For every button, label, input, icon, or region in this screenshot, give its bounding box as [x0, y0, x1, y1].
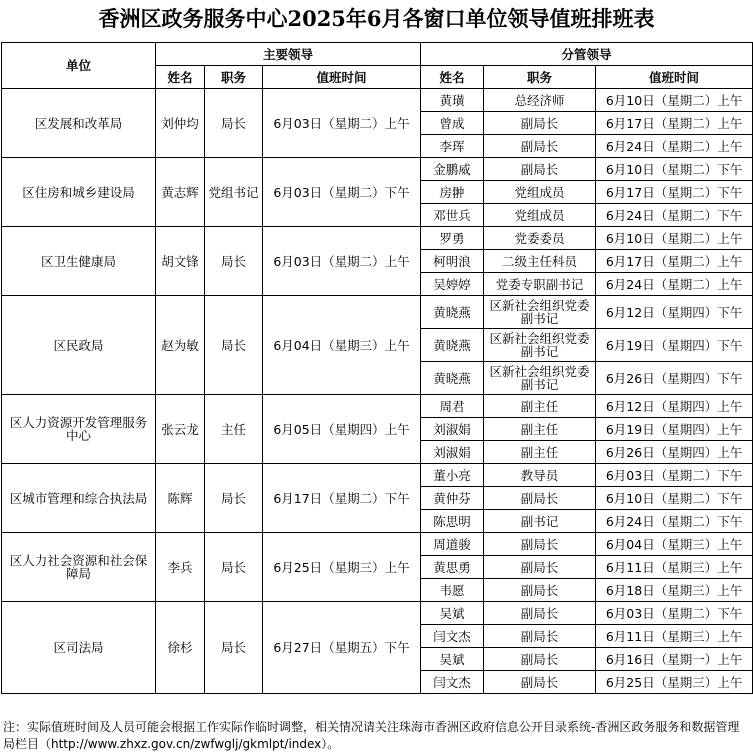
roster-body: [2, 89, 753, 694]
sub-leader-name: 闫文杰: [421, 625, 484, 648]
sub-leader-position: 总经济师: [484, 89, 596, 112]
header-unit: 单位: [2, 43, 156, 89]
sub-leader-position: 副书记: [484, 510, 596, 533]
table-row: [2, 395, 753, 418]
unit-cell: [2, 395, 156, 464]
header-sub-position: 职务: [484, 66, 596, 89]
sub-leader-name: 金鹏威: [421, 158, 484, 181]
sub-leader-time: 6月17日（星期二）上午: [596, 250, 753, 273]
sub-leader-time: 6月03日（星期二）下午: [596, 464, 753, 487]
sub-leader-name: 刘淑娟: [421, 441, 484, 464]
sub-leader-name: 黄仲芬: [421, 487, 484, 510]
header-sub-leader: 分管领导: [421, 43, 753, 66]
sub-leader-position: 区新社会组织党委副书记: [484, 329, 596, 362]
main-leader-position: 主任: [205, 395, 263, 464]
unit-name: 区司法局: [53, 640, 104, 655]
sub-leader-position: 副主任: [484, 418, 596, 441]
sub-leader-time: 6月12日（星期四）下午: [596, 296, 753, 329]
sub-leader-position: 区新社会组织党委副书记: [484, 362, 596, 395]
unit-name: 区人力社会资源和社会保障局: [9, 553, 148, 581]
main-leader-position: 局长: [205, 464, 263, 533]
main-leader-time: 6月03日（星期二）上午: [263, 227, 421, 296]
unit-cell: [2, 227, 156, 296]
main-leader-time: 6月27日（星期五）下午: [263, 602, 421, 694]
main-leader-position: 局长: [205, 602, 263, 694]
sub-leader-name: 罗勇: [421, 227, 484, 250]
main-leader-position: 局长: [205, 89, 263, 158]
header-main-position: 职务: [205, 66, 263, 89]
sub-leader-name: 韦愿: [421, 579, 484, 602]
sub-leader-time: 6月03日（星期二）下午: [596, 602, 753, 625]
main-leader-name: 陈辉: [156, 464, 205, 533]
sub-leader-name: 吴斌: [421, 602, 484, 625]
main-leader-time: 6月17日（星期二）下午: [263, 464, 421, 533]
sub-leader-position: 二级主任科员: [484, 250, 596, 273]
sub-leader-time: 6月10日（星期二）上午: [596, 227, 753, 250]
sub-leader-name: 黄晓燕: [421, 329, 484, 362]
sub-leader-position: 副局长: [484, 135, 596, 158]
sub-leader-position: 副主任: [484, 441, 596, 464]
main-leader-name: 李兵: [156, 533, 205, 602]
sub-leader-name: 吴斌: [421, 648, 484, 671]
main-leader-position: 局长: [205, 296, 263, 395]
main-leader-name: 张云龙: [156, 395, 205, 464]
sub-leader-name: 闫文杰: [421, 671, 484, 694]
main-leader-name: 赵为敏: [156, 296, 205, 395]
table-row: [2, 602, 753, 625]
footnote: 注：实际值班时间及人员可能会根据工作实际作临时调整，相关情况请关注珠海市香洲区政府信息公开目录系统-香洲区政务服务和数据管理局栏目（http://www.zhxz.gov.cn/zwfwglj/gkmlpt/index）。: [3, 720, 740, 751]
sub-leader-name: 柯明浪: [421, 250, 484, 273]
unit-name: 区住房和城乡建设局: [22, 184, 135, 200]
sub-leader-time: 6月26日（星期四）上午: [596, 441, 753, 464]
main-leader-time: 6月05日（星期四）上午: [263, 395, 421, 464]
sub-leader-position: 党组成员: [484, 204, 596, 227]
main-leader-time: 6月03日（星期二）下午: [263, 158, 421, 227]
unit-cell: [2, 89, 156, 158]
sub-leader-name: 邓世兵: [421, 204, 484, 227]
sub-leader-name: 周君: [421, 395, 484, 418]
sub-leader-time: 6月11日（星期三）上午: [596, 556, 753, 579]
unit-cell: [2, 602, 156, 694]
sub-leader-position: 教导员: [484, 464, 596, 487]
main-leader-position: 党组书记: [205, 158, 263, 227]
main-leader-name: 刘仲均: [156, 89, 205, 158]
sub-leader-position: 党组成员: [484, 181, 596, 204]
sub-leader-time: 6月11日（星期三）上午: [596, 625, 753, 648]
sub-leader-time: 6月26日（星期四）下午: [596, 362, 753, 395]
main-leader-position: 局长: [205, 227, 263, 296]
sub-leader-time: 6月17日（星期二）下午: [596, 181, 753, 204]
unit-cell: [2, 296, 156, 395]
sub-leader-name: 周道骏: [421, 533, 484, 556]
unit-name: 区城市管理和综合执法局: [9, 490, 148, 506]
sub-leader-position: 副主任: [484, 395, 596, 418]
sub-leader-name: 董小亮: [421, 464, 484, 487]
table-row: [2, 227, 753, 250]
sub-leader-position: 党委专职副书记: [484, 273, 596, 296]
sub-leader-time: 6月10日（星期二）下午: [596, 158, 753, 181]
sub-leader-position: 区新社会组织党委副书记: [484, 296, 596, 329]
sub-leader-time: 6月25日（星期三）上午: [596, 671, 753, 694]
unit-name: 区发展和改革局: [34, 115, 123, 131]
main-leader-name: 黄志辉: [156, 158, 205, 227]
sub-leader-position: 副局长: [484, 671, 596, 694]
sub-leader-name: 黄璜: [421, 89, 484, 112]
sub-leader-time: 6月12日（星期四）上午: [596, 395, 753, 418]
sub-leader-time: 6月19日（星期四）上午: [596, 418, 753, 441]
unit-name: 区人力资源开发管理服务中心: [9, 415, 148, 443]
main-leader-name: 徐杉: [156, 602, 205, 694]
sub-leader-time: 6月17日（星期二）上午: [596, 112, 753, 135]
header-row-group: [2, 43, 753, 66]
sub-leader-time: 6月04日（星期三）上午: [596, 533, 753, 556]
sub-leader-name: 黄思勇: [421, 556, 484, 579]
sub-leader-position: 副局长: [484, 112, 596, 135]
main-leader-time: 6月04日（星期三）上午: [263, 296, 421, 395]
header-main-name: 姓名: [156, 66, 205, 89]
table-row: [2, 533, 753, 556]
page-title: 香洲区政务服务中心2025年6月各窗口单位领导值班排班表: [98, 6, 655, 31]
sub-leader-time: 6月19日（星期四）下午: [596, 329, 753, 362]
sub-leader-time: 6月24日（星期二）下午: [596, 204, 753, 227]
header-main-time: 值班时间: [263, 66, 421, 89]
table-row: [2, 89, 753, 112]
unit-cell: [2, 533, 156, 602]
main-leader-time: 6月25日（星期三）上午: [263, 533, 421, 602]
header-main-leader: 主要领导: [156, 43, 421, 66]
main-leader-time: 6月03日（星期二）上午: [263, 89, 421, 158]
sub-leader-name: 房翀: [421, 181, 484, 204]
unit-name: 区卫生健康局: [40, 253, 116, 269]
duty-roster-table: [1, 42, 753, 694]
sub-leader-time: 6月18日（星期三）上午: [596, 579, 753, 602]
header-sub-name: 姓名: [421, 66, 484, 89]
sub-leader-name: 刘淑娟: [421, 418, 484, 441]
main-leader-position: 局长: [205, 533, 263, 602]
sub-leader-position: 副局长: [484, 487, 596, 510]
sub-leader-time: 6月16日（星期一）上午: [596, 648, 753, 671]
sub-leader-name: 李珲: [421, 135, 484, 158]
sub-leader-position: 副局长: [484, 158, 596, 181]
sub-leader-position: 副局长: [484, 579, 596, 602]
sub-leader-position: 党委委员: [484, 227, 596, 250]
sub-leader-position: 副局长: [484, 648, 596, 671]
table-row: [2, 158, 753, 181]
sub-leader-time: 6月24日（星期二）上午: [596, 135, 753, 158]
sub-leader-time: 6月24日（星期二）下午: [596, 510, 753, 533]
sub-leader-time: 6月24日（星期二）上午: [596, 273, 753, 296]
header-sub-time: 值班时间: [596, 66, 753, 89]
sub-leader-position: 副局长: [484, 625, 596, 648]
sub-leader-time: 6月10日（星期二）上午: [596, 89, 753, 112]
sub-leader-name: 陈思明: [421, 510, 484, 533]
sub-leader-name: 吴婷婷: [421, 273, 484, 296]
sub-leader-position: 副局长: [484, 556, 596, 579]
unit-cell: [2, 158, 156, 227]
sub-leader-position: 副局长: [484, 533, 596, 556]
sub-leader-name: 黄晓燕: [421, 296, 484, 329]
table-row: [2, 296, 753, 329]
sub-leader-position: 副局长: [484, 602, 596, 625]
sub-leader-time: 6月10日（星期二）下午: [596, 487, 753, 510]
table-row: [2, 464, 753, 487]
unit-cell: [2, 464, 156, 533]
sub-leader-name: 曾成: [421, 112, 484, 135]
sub-leader-name: 黄晓燕: [421, 362, 484, 395]
unit-name: 区民政局: [53, 337, 104, 353]
main-leader-name: 胡文锋: [156, 227, 205, 296]
